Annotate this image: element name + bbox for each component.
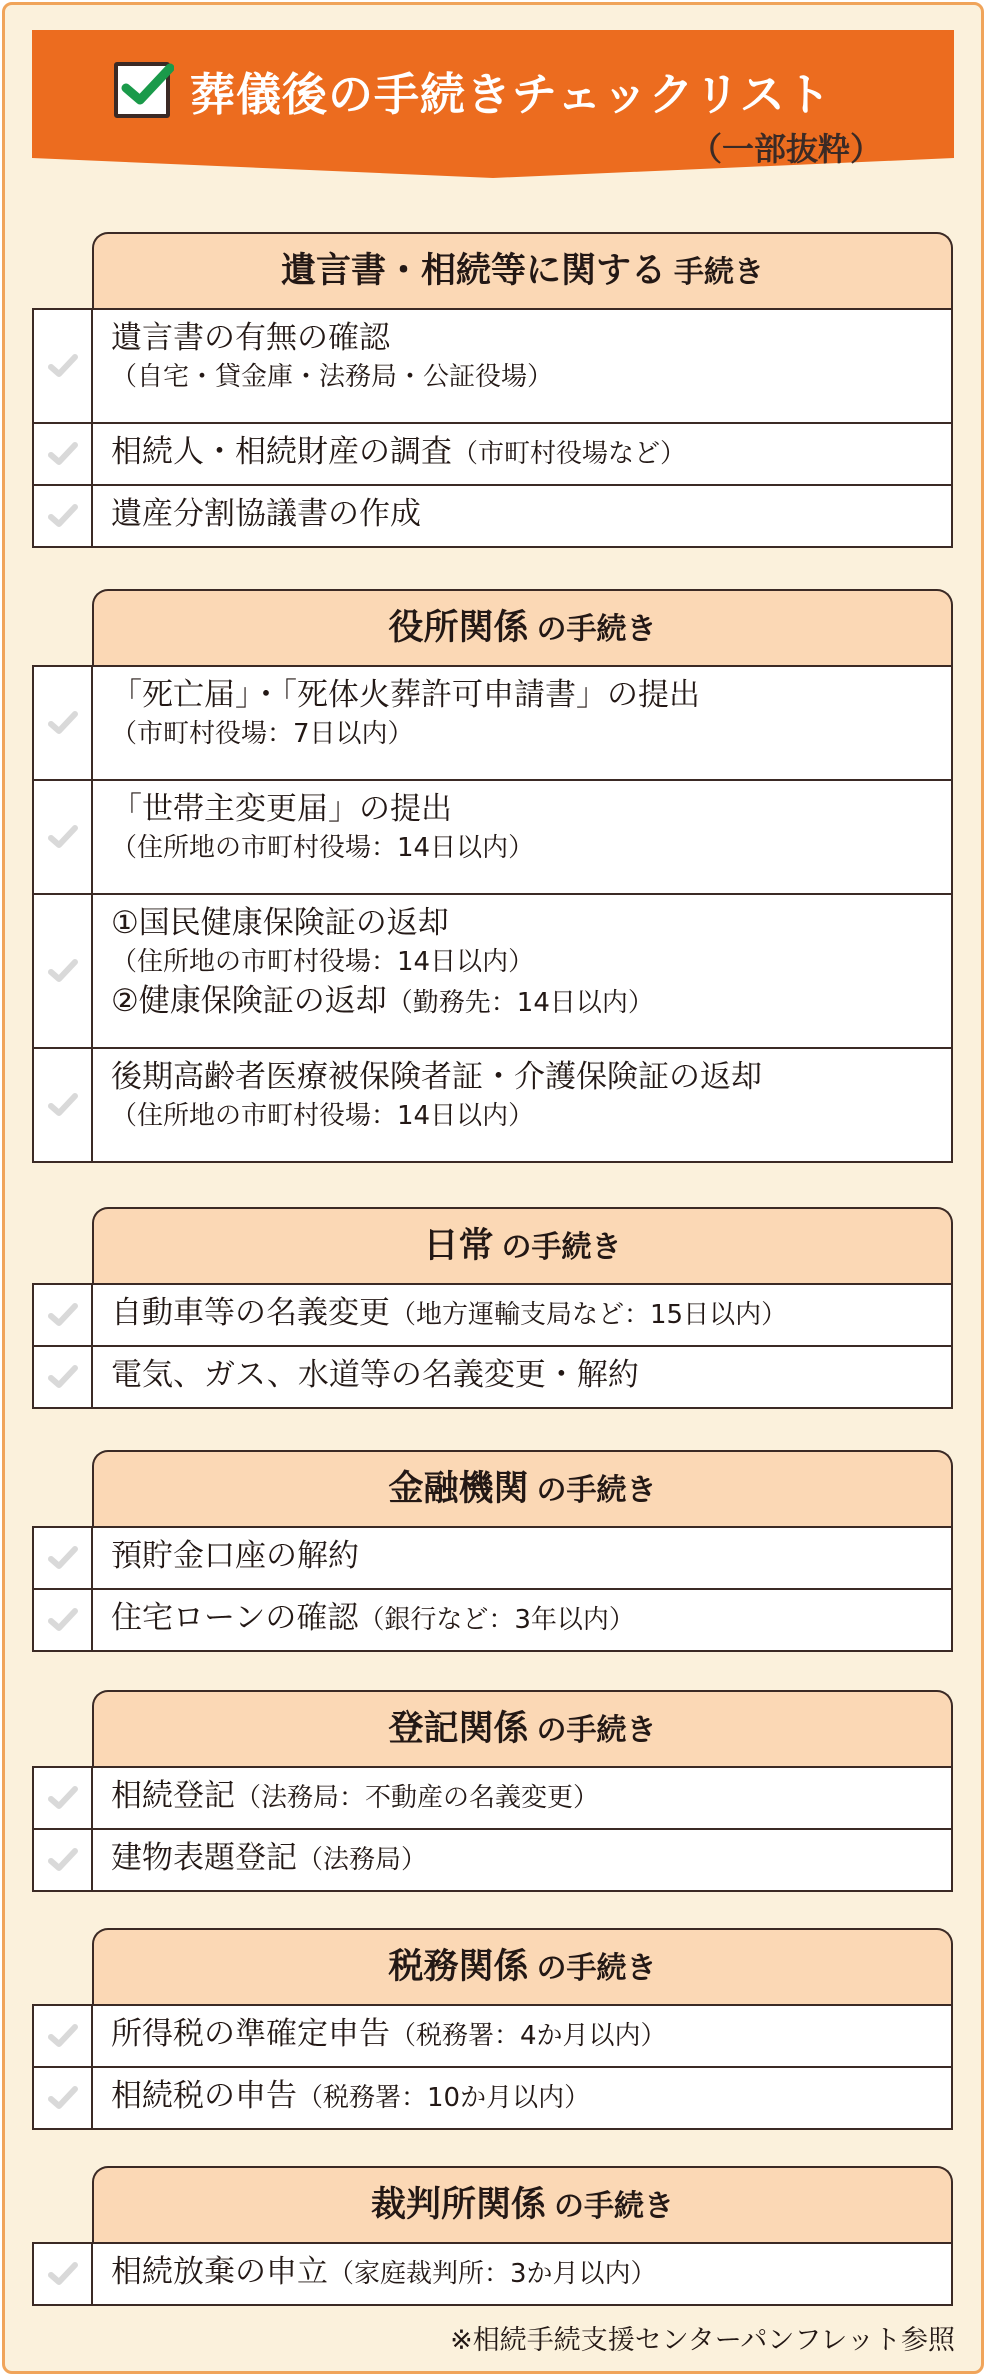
check-icon[interactable]: [34, 1768, 93, 1828]
checklist-row[interactable]: [34, 486, 951, 548]
checklist-row[interactable]: [34, 1285, 951, 1347]
header-banner: [32, 30, 954, 180]
page-title: 葬儀後の手続きチェックリスト: [190, 68, 832, 121]
item-text: 「世帯主変更届」の提出: [111, 791, 452, 827]
item-note: （税務署：4か月以内）: [390, 2021, 667, 2051]
checklist-row[interactable]: [34, 1049, 951, 1163]
check-icon[interactable]: [34, 1049, 93, 1161]
check-icon[interactable]: [34, 1528, 93, 1588]
checklist-rows: [32, 2004, 953, 2130]
section-suffix: の手続き: [501, 1230, 622, 1265]
item-text: 所得税の準確定申告: [111, 2016, 390, 2052]
checklist-rows: [32, 665, 953, 1163]
checklist-row[interactable]: [34, 1590, 951, 1652]
item-note: （住所地の市町村役場：14日以内）: [111, 947, 535, 977]
checklist-row[interactable]: [34, 781, 951, 895]
section-title: 遺言書・相続等に関する: [280, 251, 666, 291]
item-text: 住宅ローンの確認: [111, 1600, 359, 1636]
section-suffix: の手続き: [536, 1951, 657, 1986]
checklist-rows: [32, 1526, 953, 1652]
checklist-row[interactable]: [34, 1830, 951, 1892]
item-note: （市町村役場など）: [452, 439, 687, 469]
item-note: （家庭裁判所：3か月以内）: [328, 2259, 657, 2289]
check-icon[interactable]: [34, 486, 93, 546]
check-icon[interactable]: [34, 1347, 93, 1407]
item-text: 預貯金口座の解約: [111, 1538, 359, 1574]
section-title: 裁判所関係: [370, 2185, 546, 2225]
item-text: ②健康保険証の返却: [111, 983, 387, 1019]
check-icon[interactable]: [34, 895, 93, 1047]
section-header: [92, 1928, 953, 2004]
section-title: 日常: [423, 1226, 494, 1266]
checklist-rows: [32, 2242, 953, 2306]
check-icon[interactable]: [34, 1285, 93, 1345]
item-text: 建物表題登記: [111, 1840, 297, 1876]
item-text: 後期高齢者医療被保険者証・介護保険証の返却: [111, 1059, 762, 1095]
check-icon[interactable]: [34, 667, 93, 779]
section-title: 登記関係: [388, 1709, 529, 1749]
section-suffix: の手続き: [536, 612, 657, 647]
item-note: （住所地の市町村役場：14日以内）: [111, 833, 535, 863]
item-note: （税務署：10か月以内）: [297, 2083, 591, 2113]
section-suffix: の手続き: [554, 2189, 674, 2224]
item-text: 自動車等の名義変更: [111, 1295, 390, 1331]
checklist-row[interactable]: [34, 1528, 951, 1590]
title-checkbox-icon: [114, 62, 170, 118]
section-suffix: 手続き: [674, 255, 764, 290]
item-text: 相続人・相続財産の調査: [111, 434, 452, 470]
check-icon[interactable]: [34, 1830, 93, 1890]
item-text: 遺産分割協議書の作成: [111, 496, 421, 532]
item-note: （地方運輸支局など：15日以内）: [390, 1300, 788, 1330]
checklist-rows: [32, 1766, 953, 1892]
checklist-row[interactable]: [34, 1768, 951, 1830]
item-note: （住所地の市町村役場：14日以内）: [111, 1101, 535, 1131]
section-header: [92, 589, 953, 665]
section-suffix: の手続き: [536, 1713, 657, 1748]
checklist-rows: [32, 1283, 953, 1409]
checklist-row[interactable]: [34, 895, 951, 1049]
item-note: （銀行など：3年以内）: [358, 1605, 635, 1635]
item-text: 相続税の申告: [111, 2078, 297, 2114]
checklist-row[interactable]: [34, 667, 951, 781]
item-text: 電気、ガス、水道等の名義変更・解約: [111, 1357, 639, 1393]
check-icon[interactable]: [34, 2068, 93, 2128]
check-icon[interactable]: [34, 781, 93, 893]
item-text: 相続登記: [111, 1778, 235, 1814]
checklist-rows: [32, 308, 953, 548]
section-title: 金融機関: [388, 1469, 529, 1509]
check-icon[interactable]: [34, 1590, 93, 1650]
item-note: （法務局：不動産の名義変更）: [235, 1783, 600, 1813]
item-text: 遺言書の有無の確認: [111, 320, 390, 356]
page-subtitle: （一部抜粋）: [689, 130, 882, 168]
section-header: [92, 2166, 953, 2242]
section-header: [92, 1690, 953, 1766]
checklist-row[interactable]: [34, 1347, 951, 1409]
item-text: ①国民健康保険証の返却: [111, 905, 449, 941]
item-note: （勤務先：14日以内）: [386, 988, 654, 1018]
item-note: （市町村役場：7日以内）: [111, 719, 414, 749]
check-icon[interactable]: [34, 2006, 93, 2066]
item-note: （自宅・貸金庫・法務局・公証役場）: [111, 362, 554, 392]
footnote: ※相続手続支援センターパンフレット参照: [450, 2325, 955, 2356]
check-icon[interactable]: [34, 310, 93, 422]
checklist-row[interactable]: [34, 424, 951, 486]
check-icon[interactable]: [34, 2244, 93, 2304]
section-header: [92, 232, 953, 308]
section-title: 税務関係: [388, 1947, 529, 1987]
checklist-row[interactable]: [34, 2006, 951, 2068]
section-header: [92, 1450, 953, 1526]
section-header: [92, 1207, 953, 1283]
item-text: 相続放棄の申立: [111, 2254, 328, 2290]
checklist-row[interactable]: [34, 2068, 951, 2130]
section-suffix: の手続き: [536, 1473, 657, 1508]
checklist-row[interactable]: [34, 2244, 951, 2306]
section-title: 役所関係: [388, 608, 529, 648]
checklist-row[interactable]: [34, 310, 951, 424]
item-note: （法務局）: [297, 1845, 428, 1875]
item-text: 「死亡届」・「死体火葬許可申請書」の提出: [111, 677, 700, 713]
check-icon[interactable]: [34, 424, 93, 484]
